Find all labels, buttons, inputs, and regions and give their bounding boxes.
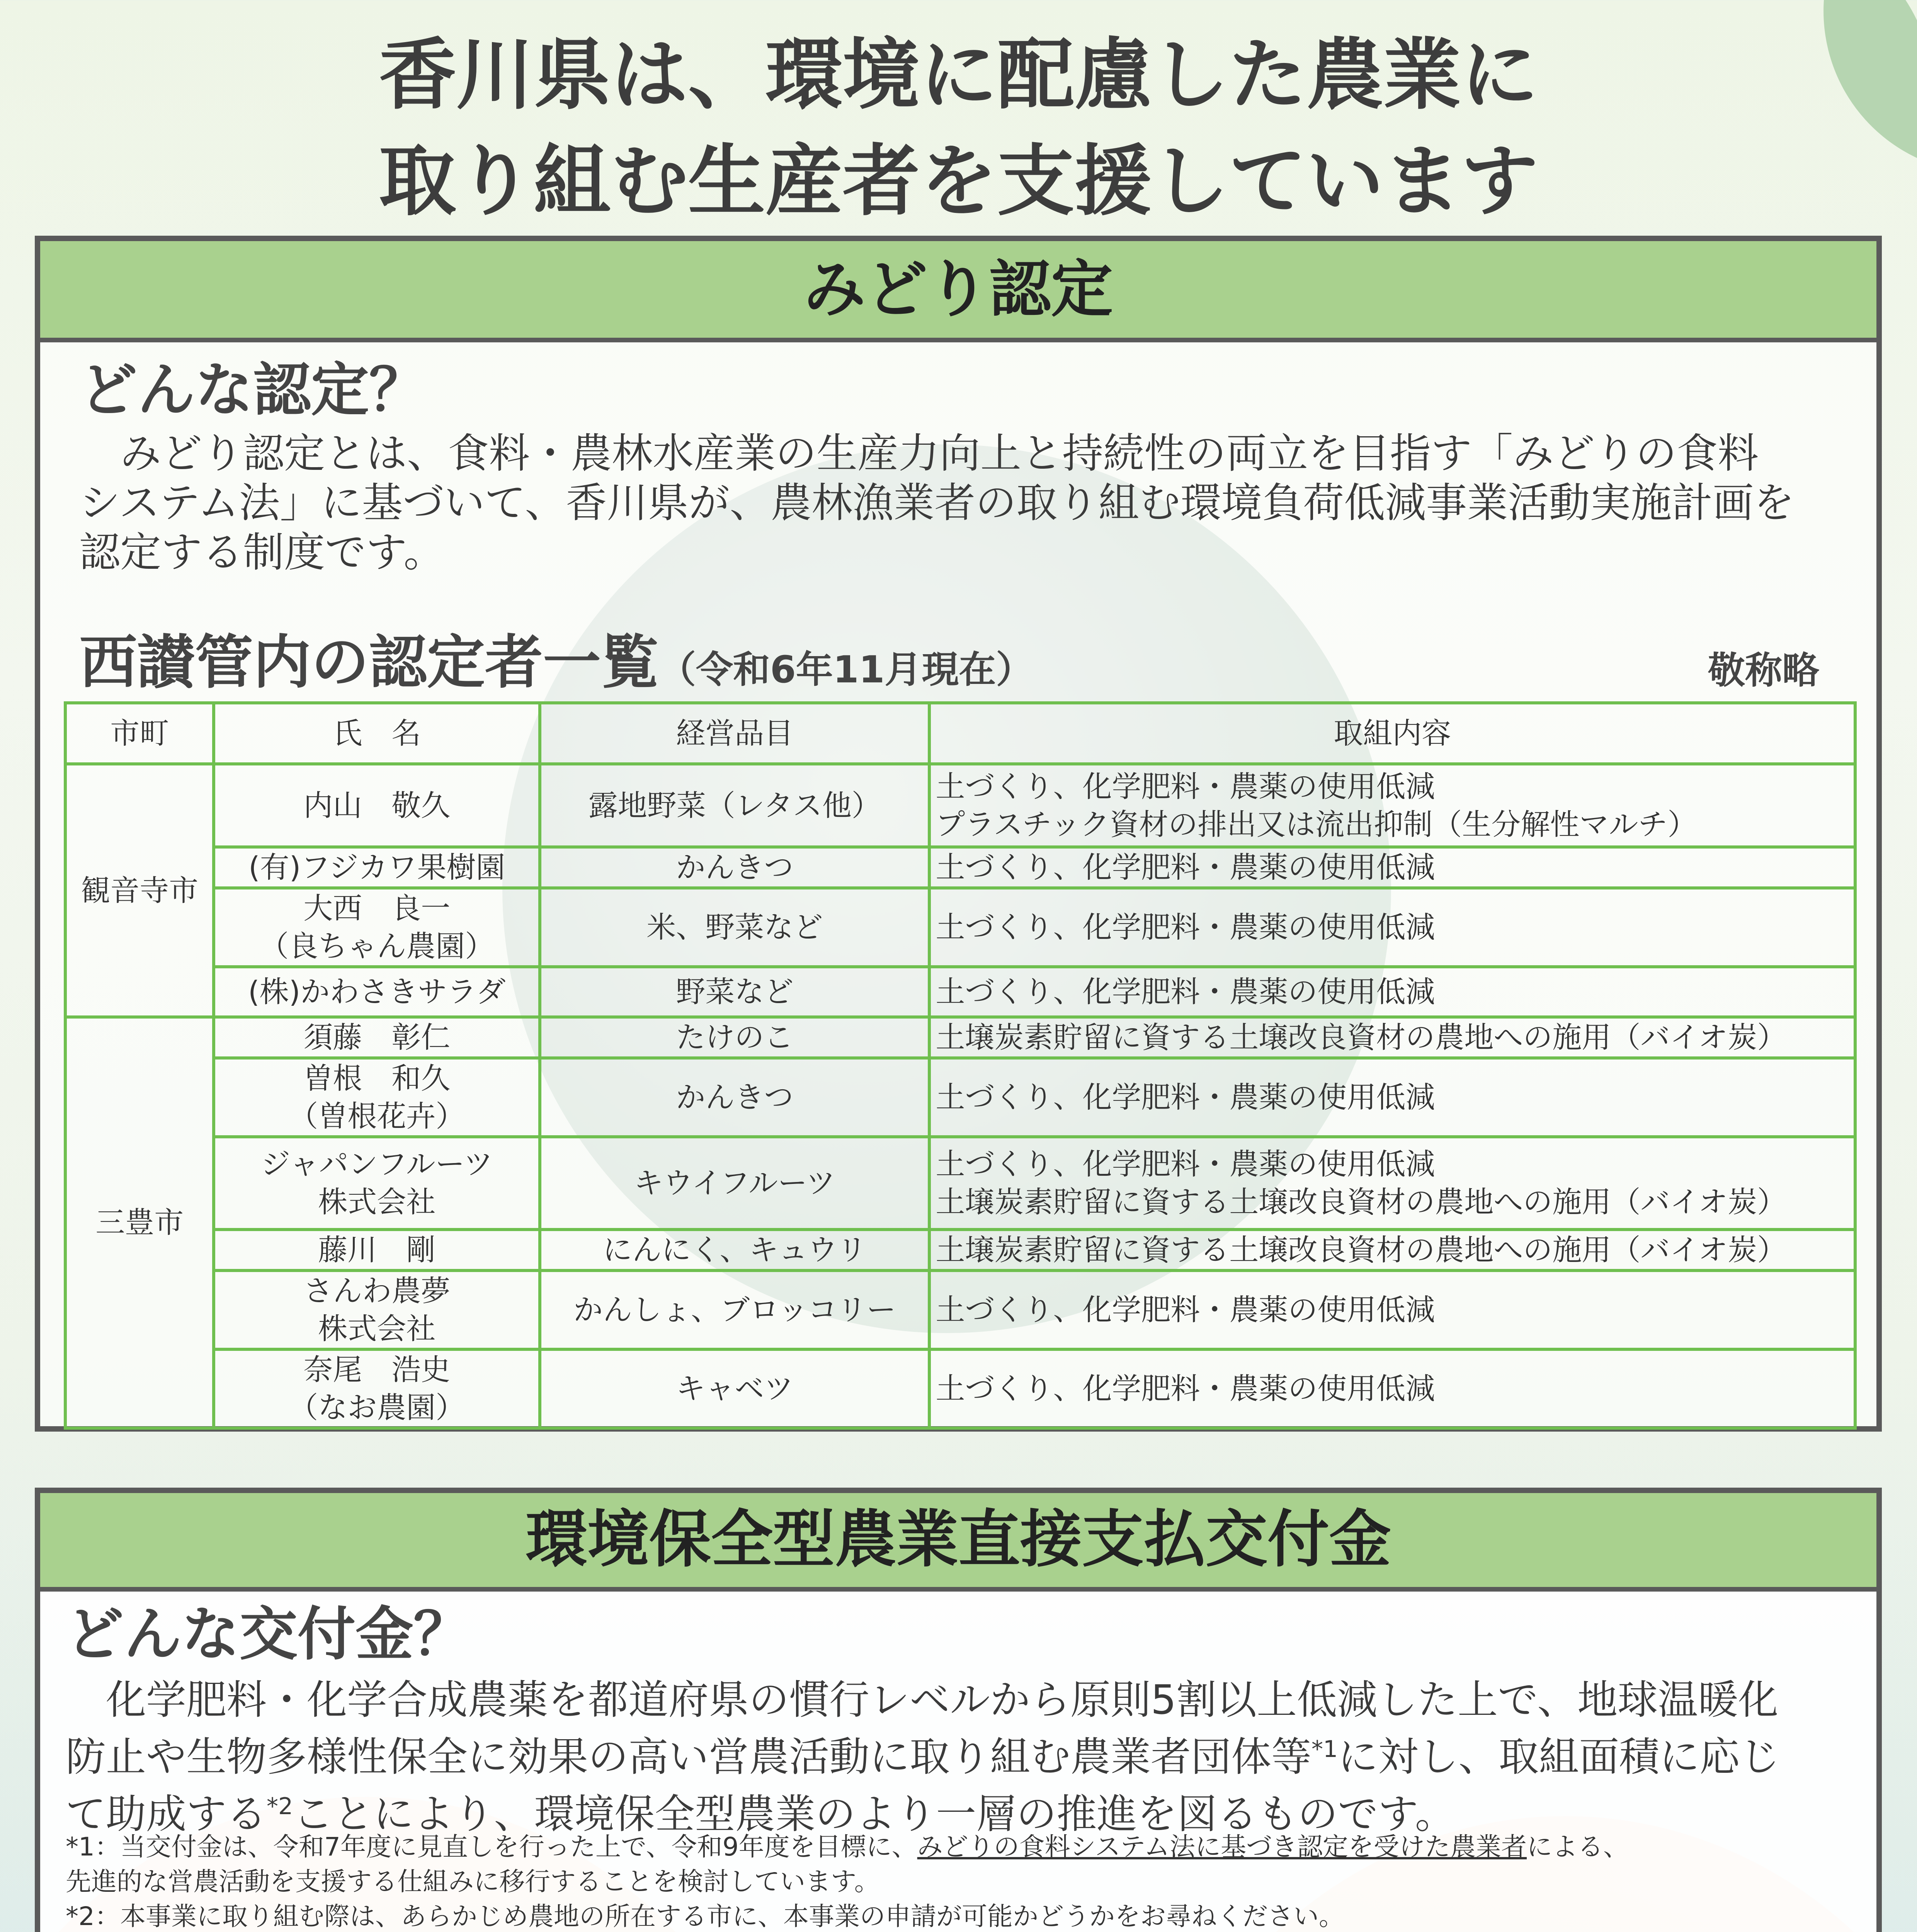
item-cell: にんにく、キュウリ	[540, 1230, 929, 1270]
name-cell	[214, 1058, 540, 1137]
header-work: 取組内容	[929, 703, 1855, 764]
item-cell: 野菜など	[540, 967, 929, 1017]
name-line: 株式会社	[318, 1185, 436, 1219]
name-cell: 須藤 彰仁	[214, 1017, 540, 1058]
name-cell	[214, 1137, 540, 1230]
table-row	[65, 888, 1855, 967]
work-cell: 土壌炭素貯留に資する土壌改良資材の農地への施用（バイオ炭）	[929, 1230, 1855, 1270]
main-title-line2: 取り組む生産者を支援しています	[379, 136, 1538, 226]
certified-table	[64, 701, 1857, 1430]
work-cell	[929, 764, 1855, 847]
item-cell: キウイフルーツ	[540, 1137, 929, 1230]
kankyo-question: どんな交付金？	[66, 1601, 472, 1668]
name-line: （曽根花卉）	[289, 1099, 465, 1133]
list-title: 西讃管内の認定者一覧	[79, 629, 659, 696]
desc-text: ことにより、環境保全型農業のより一層の推進を図るものです。	[293, 1790, 1455, 1838]
table-row	[65, 1270, 1855, 1349]
kankyo-desc-line	[66, 1725, 1863, 1782]
table-row	[65, 1137, 1855, 1230]
table-row	[65, 1230, 1855, 1270]
city-cell: 三豊市	[65, 1017, 214, 1428]
kankyo-header: 環境保全型農業直接支払交付金	[40, 1493, 1876, 1592]
header-name: 氏 名	[214, 703, 540, 764]
midori-desc-line: 認定する制度です。	[79, 529, 445, 576]
note-1	[66, 1830, 1863, 1864]
work-line: プラスチック資材の排出又は流出抑制（生分解性マルチ）	[936, 807, 1697, 842]
name-line: 株式会社	[318, 1311, 436, 1346]
name-cell: (有)フジカワ果樹園	[214, 847, 540, 888]
work-cell: 土づくり、化学肥料・農薬の使用低減	[929, 1270, 1855, 1349]
midori-desc-line: みどり認定とは、食料・農林水産業の生産力向上と持続性の両立を目指す「みどりの食料	[79, 430, 1759, 477]
item-cell: かんしょ、ブロッコリー	[540, 1270, 929, 1349]
name-line: 奈尾 浩史	[303, 1352, 451, 1387]
footnote-ref-1: *1	[1311, 1736, 1338, 1763]
city-cell: 観音寺市	[65, 764, 214, 1017]
header-item: 経営品目	[540, 703, 929, 764]
table-row	[65, 1017, 1855, 1058]
name-cell: 内山 敬久	[214, 764, 540, 847]
name-line: 大西 良一	[303, 891, 451, 925]
kankyo-desc-line: 化学肥料・化学合成農薬を都道府県の慣行レベルから原則5割以上低減した上で、地球温暖化	[66, 1676, 1779, 1723]
work-cell: 土づくり、化学肥料・農薬の使用低減	[929, 967, 1855, 1017]
desc-text: て助成する	[66, 1790, 267, 1838]
work-line: 土づくり、化学肥料・農薬の使用低減	[936, 769, 1435, 804]
table-row	[65, 847, 1855, 888]
item-cell: かんきつ	[540, 1058, 929, 1137]
name-line: （良ちゃん農園）	[259, 929, 495, 963]
item-cell: たけのこ	[540, 1017, 929, 1058]
note-underlined: みどりの食料システム法に基づき認定を受けた農業者	[917, 1832, 1527, 1862]
work-cell	[929, 1137, 1855, 1230]
footnote-ref-2: *2	[267, 1793, 293, 1820]
main-title-line1: 香川県は、環境に配慮した農業に	[379, 30, 1538, 120]
work-line: 土壌炭素貯留に資する土壌改良資材の農地への施用（バイオ炭）	[936, 1185, 1787, 1219]
midori-desc-line: システム法」に基づいて、香川県が、農林漁業者の取り組む環境負荷低減事業活動実施計画を	[79, 479, 1795, 527]
name-cell: (株)かわさきサラダ	[214, 967, 540, 1017]
work-cell: 土づくり、化学肥料・農薬の使用低減	[929, 1349, 1855, 1428]
midori-description	[79, 429, 1857, 577]
table-row	[65, 1058, 1855, 1137]
name-line: 曽根 和久	[303, 1061, 451, 1095]
item-cell: 露地野菜（レタス他）	[540, 764, 929, 847]
note-text: *1：当交付金は、令和7年度に見直しを行った上で、令和9年度を目標に、	[66, 1832, 917, 1862]
kankyo-notes	[66, 1830, 1863, 1932]
note-2: *2：本事業に取り組む際は、あらかじめ農地の所在する市に、本事業の申請が可能かどうかをお尋ねください。	[66, 1901, 1344, 1931]
name-line: ジャパンフルーツ	[261, 1147, 493, 1181]
kankyo-description	[66, 1675, 1863, 1838]
item-cell: 米、野菜など	[540, 888, 929, 967]
work-cell: 土づくり、化学肥料・農薬の使用低減	[929, 888, 1855, 967]
name-cell	[214, 888, 540, 967]
item-cell: かんきつ	[540, 847, 929, 888]
midori-question: どんな認定？	[79, 357, 427, 424]
list-date: （令和6年11月現在）	[659, 648, 1033, 691]
item-cell: キャベツ	[540, 1349, 929, 1428]
table-row	[65, 1349, 1855, 1428]
header-city: 市町	[65, 703, 214, 764]
table-row	[65, 764, 1855, 847]
note-1-cont: 先進的な営農活動を支援する仕組みに移行することを検討しています。	[66, 1867, 880, 1896]
name-cell	[214, 1349, 540, 1428]
work-cell: 土づくり、化学肥料・農薬の使用低減	[929, 847, 1855, 888]
midori-header: みどり認定	[40, 241, 1876, 342]
table-header-row	[65, 703, 1855, 764]
note-text: による、	[1527, 1832, 1629, 1862]
work-cell: 土づくり、化学肥料・農薬の使用低減	[929, 1058, 1855, 1137]
honorific-note: 敬称略	[1708, 649, 1819, 692]
table-row	[65, 967, 1855, 1017]
name-line: （なお農園）	[289, 1390, 465, 1425]
name-cell	[214, 1270, 540, 1349]
work-cell: 土壌炭素貯留に資する土壌改良資材の農地への施用（バイオ炭）	[929, 1017, 1855, 1058]
desc-text: 防止や生物多様性保全に効果の高い営農活動に取り組む農業者団体等	[66, 1733, 1312, 1781]
name-cell: 藤川 剛	[214, 1230, 540, 1270]
desc-text: に対し、取組面積に応じ	[1338, 1733, 1780, 1781]
name-line: さんわ農夢	[303, 1274, 451, 1308]
work-line: 土づくり、化学肥料・農薬の使用低減	[936, 1147, 1435, 1181]
